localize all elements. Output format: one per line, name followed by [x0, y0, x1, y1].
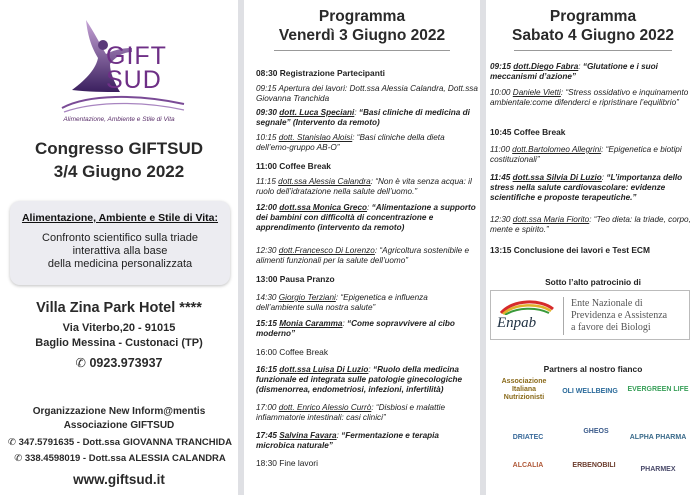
enpab-line: Ente Nazionale di [571, 298, 643, 309]
entry-speaker: dott.ssa Maria Fiorito [512, 215, 590, 224]
saturday-program-panel [486, 0, 700, 495]
entry-speaker: Salvina Favara [279, 431, 337, 440]
entry-speaker: Giorgio Terziani [278, 293, 336, 302]
enpab-logo-text: Enpab [497, 315, 537, 331]
congress-dates: 3/4 Giugno 2022 [53, 162, 185, 181]
entry-time: 18:30 [256, 458, 277, 468]
entry-text: “Epigenetica e biotipi costituzionali” [490, 145, 682, 164]
entry-text: “Come sopravvivere al cibo moderno” [256, 319, 455, 338]
entry-time: 17:00 [256, 403, 277, 412]
partner-logo: ALCALIA [512, 462, 544, 469]
schedule-entry: 09:30 dott. Luca Speciani: “Basi cliniche di medicina di segnale” (Intervento da remoto) [256, 108, 470, 127]
organization-association: Associazione GIFTSUD [63, 420, 175, 431]
heading-rule [274, 50, 450, 51]
program-heading: Programma [549, 8, 637, 25]
theme-line: della medicina personalizzata [47, 258, 193, 270]
venue-phone-number: 0923.973937 [89, 356, 163, 370]
schedule-entry: 17:00 dott. Enrico Alessio Currò: “Disbiosi e malattie infiammatorie intestinali: casi clinici” [256, 403, 446, 422]
entry-text: Coffee Break [513, 127, 566, 137]
schedule-entry [256, 68, 478, 78]
venue-address-1: Via Viterbo,20 - 91015 [62, 322, 176, 334]
entry-time: 09:15 [490, 62, 511, 71]
entry-speaker: dott. Enrico Alessio Currò [278, 403, 372, 412]
entry-text: “Disbiosi e malattie infiammatorie intestinali: casi clinici” [256, 403, 446, 422]
partner-logo: ERBENOBILI [572, 462, 616, 469]
entry-time: 16:15 [256, 365, 277, 374]
program-day-heading: Sabato 4 Giugno 2022 [512, 27, 674, 44]
friday-program-panel [244, 0, 480, 495]
program-heading: Programma [318, 8, 406, 25]
entry-speaker: dott.ssa Silvia Di Luzio [512, 173, 602, 182]
partner-logo: OLI WELLBEING [562, 388, 618, 395]
entry-text: Fine lavori [279, 458, 318, 468]
partner-logo: Associazione Italiana Nutrizionisti [501, 378, 547, 401]
schedule-entry [490, 127, 698, 137]
entry-speaker: dott.ssa Alessia Calandra [278, 177, 371, 186]
entry-speaker: dott.ssa Monica Greco [279, 203, 368, 212]
entry-text: “Teo dieta: la triade, corpo, mente e spirito.” [490, 215, 691, 234]
entry-text: “Ruolo della medicina funzionale ed integrata sulle patologie ginecologiche (dismenorrea, endometriosi, infezioni, infertilità) [256, 365, 463, 394]
venue-name: Villa Zina Park Hotel **** [36, 300, 202, 316]
patronage-title: Sotto l’alto patrocinio di [545, 277, 641, 287]
left-panel [0, 0, 238, 495]
entry-time: 12:00 [256, 203, 277, 212]
entry-speaker: dott.Bartolomeo Allegrini [512, 145, 602, 154]
contact-phone-text: 338.4598019 - Dott.ssa ALESSIA CALANDRA [24, 453, 226, 464]
schedule-entry: 10:15 dott. Stanislao Aloisi: “Basi cliniche della dieta dell’emo-gruppo AB-O” [256, 133, 445, 152]
schedule-entry: 10:00 Daniele Vietti: “Stress ossidativo e inquinamento ambientale:come difenderci e ripristinare l’equilibrio” [490, 88, 689, 107]
entry-speaker: dott.ssa Luisa Di Luzio [279, 365, 369, 374]
entry-text: “Epigenetica e influenza dell’ambiente sulla nostra salute” [256, 293, 428, 312]
entry-text: “L’importanza dello stress nella salute cardiovascolare: evidenze scientifiche e proposte terapeutiche.” [490, 173, 683, 202]
entry-time: 11:15 [256, 177, 276, 186]
entry-time: 15:15 [256, 319, 277, 328]
theme-line: Confronto scientifico sulla triade [42, 232, 198, 244]
theme-box [10, 201, 230, 285]
organization-name: Organizzazione New Inform@mentis [32, 406, 206, 417]
entry-text: Conclusione dei lavori e Test ECM [513, 245, 650, 255]
schedule-entry: 16:15 dott.ssa Luisa Di Luzio: “Ruolo della medicina funzionale ed integrata sulle patologie ginecologiche (dismenorrea, endometriosi, infezioni, infertilità) [256, 365, 463, 394]
entry-time: 16:00 [256, 347, 277, 357]
theme-line: interattiva alla base [72, 245, 168, 257]
schedule-entry [256, 84, 478, 104]
entry-text: “Stress ossidativo e inquinamento ambientale:come difenderci e ripristinare l’equilibrio” [490, 88, 689, 107]
schedule-entry [490, 245, 698, 255]
contact-phone [4, 453, 236, 464]
entry-text: Registrazione Partecipanti [279, 68, 385, 78]
entry-time: 08:30 [256, 68, 278, 78]
entry-text: “Basi cliniche della dieta dell’emo-gruppo AB-O” [256, 133, 445, 152]
contact-phone [4, 437, 236, 448]
schedule-entry [256, 347, 478, 357]
schedule-entry: 14:30 Giorgio Terziani: “Epigenetica e influenza dell’ambiente sulla nostra salute” [256, 293, 428, 312]
logo-tagline: Alimentazione, Ambiente e Stile di Vita [63, 116, 175, 123]
schedule-entry: 11:15 dott.ssa Alessia Calandra: “Non è vita senza acqua: il ruolo dell’idratazione nella salute dell’uomo.” [256, 177, 472, 196]
entry-text: “Glutatione e i suoi meccanismi d’azione” [490, 62, 658, 81]
enpab-separator [563, 297, 564, 335]
entry-time: 13:00 [256, 274, 278, 284]
entry-time: 09:15 [256, 84, 277, 93]
entry-speaker: dott. Stanislao Aloisi [278, 133, 353, 142]
schedule-entry: 12:00 dott.ssa Monica Greco: “Alimentazione a supporto dei bambini con difficoltà di concentrazione e apprendimento (intervento da remoto) [256, 203, 476, 232]
schedule-entry: 12:30 dott.Francesco Di Lorenzo: “Agricoltura sostenibile e alimenti funzionali per la salute dell’uomo” [256, 246, 470, 265]
entry-time: 17:45 [256, 431, 277, 440]
schedule-entry [256, 274, 478, 284]
contact-phone-text: 347.5791635 - Dott.ssa GIOVANNA TRANCHIDA [18, 437, 232, 448]
entry-time: 10:45 [490, 127, 512, 137]
partner-logo: GHEOS [583, 428, 609, 435]
partners-title: Partners al nostro fianco [543, 364, 643, 374]
entry-text: “Alimentazione a supporto dei bambini con difficoltà di concentrazione e apprendimento (intervento da remoto) [256, 203, 476, 232]
venue-address-2: Baglio Messina - Custonaci (TP) [35, 337, 203, 349]
entry-speaker: Daniele Vietti [512, 88, 561, 97]
logo-brand-line2: SUD [106, 66, 162, 94]
schedule-entry: 12:30 dott.ssa Maria Fiorito: “Teo dieta: la triade, corpo, mente e spirito.” [490, 215, 691, 234]
entry-time: 10:00 [490, 88, 511, 97]
schedule-entry: 11:45 dott.ssa Silvia Di Luzio: “L’importanza dello stress nella salute cardiovascolare: evidenze scientifiche e proposte terapeutiche.” [490, 173, 683, 202]
entry-text: “Basi cliniche di medicina di segnale” (Intervento da remoto) [256, 108, 470, 127]
schedule-entry: 09:15 dott.Diego Fabra: “Glutatione e i suoi meccanismi d’azione” [490, 62, 658, 81]
entry-speaker: Monia Caramma [279, 319, 343, 328]
phone-icon: ✆ [8, 437, 17, 448]
partner-logo: DRIATEC [512, 434, 544, 441]
phone-icon: ✆ [75, 356, 86, 370]
entry-time: 11:45 [490, 173, 511, 182]
entry-text: “Fermentazione e terapia microbica naturale” [256, 431, 439, 450]
partner-logo: ALPHA PHARMA [629, 434, 687, 441]
enpab-line: Previdenza e Assistenza [571, 310, 668, 321]
schedule-entry: 17:45 Salvina Favara: “Fermentazione e terapia microbica naturale” [256, 431, 439, 450]
congress-title: Congresso GIFTSUD [34, 139, 204, 158]
logo-brand [106, 44, 167, 92]
entry-text: Pausa Pranzo [279, 274, 335, 284]
phone-icon: ✆ [14, 453, 23, 464]
entry-time: 10:15 [256, 133, 277, 142]
enpab-arc-icon [499, 297, 555, 315]
website-link[interactable]: www.giftsud.it [73, 472, 165, 487]
entry-text: “Non è vita senza acqua: il ruolo dell’idratazione nella salute dell’uomo.” [256, 177, 472, 196]
entry-time: 14:30 [256, 293, 277, 302]
entry-time: 09:30 [256, 108, 277, 117]
enpab-line: a favore dei Biologi [571, 322, 651, 333]
entry-text: “Agricoltura sostenibile e alimenti funzionali per la salute dell’uomo” [256, 246, 470, 265]
entry-speaker: dott.Diego Fabra [513, 62, 579, 71]
schedule-entry: 15:15 Monia Caramma: “Come sopravvivere al cibo moderno” [256, 319, 455, 338]
schedule-entry [256, 458, 478, 468]
program-day-heading: Venerdì 3 Giugno 2022 [278, 27, 446, 44]
theme-title: Alimentazione, Ambiente e Stile di Vita: [21, 212, 219, 224]
entry-time: 12:30 [490, 215, 511, 224]
entry-time: 12:30 [256, 246, 277, 255]
schedule-entry: 11:00 dott.Bartolomeo Allegrini: “Epigenetica e biotipi costituzionali” [490, 145, 682, 164]
partner-logo: PHARMEX [640, 466, 676, 473]
entry-speaker: dott. Luca Speciani [279, 108, 355, 117]
logo-brand-line1: GIFT [106, 42, 167, 70]
venue-phone [0, 355, 238, 370]
partner-logo: EVERGREEN LIFE [627, 386, 689, 393]
entry-time: 11:00 [256, 161, 277, 171]
entry-text: Apertura dei lavori: Dott.ssa Alessia Calandra, Dott.ssa Giovanna Tranchida [256, 84, 478, 103]
heading-rule [514, 50, 672, 51]
entry-text: Coffee Break [279, 347, 329, 357]
enpab-patron-logo [490, 290, 690, 340]
entry-time: 13:15 [490, 245, 512, 255]
entry-speaker: dott.Francesco Di Lorenzo [278, 246, 375, 255]
schedule-entry [256, 161, 478, 171]
entry-text: Coffee Break [279, 161, 331, 171]
entry-time: 11:00 [490, 145, 510, 154]
